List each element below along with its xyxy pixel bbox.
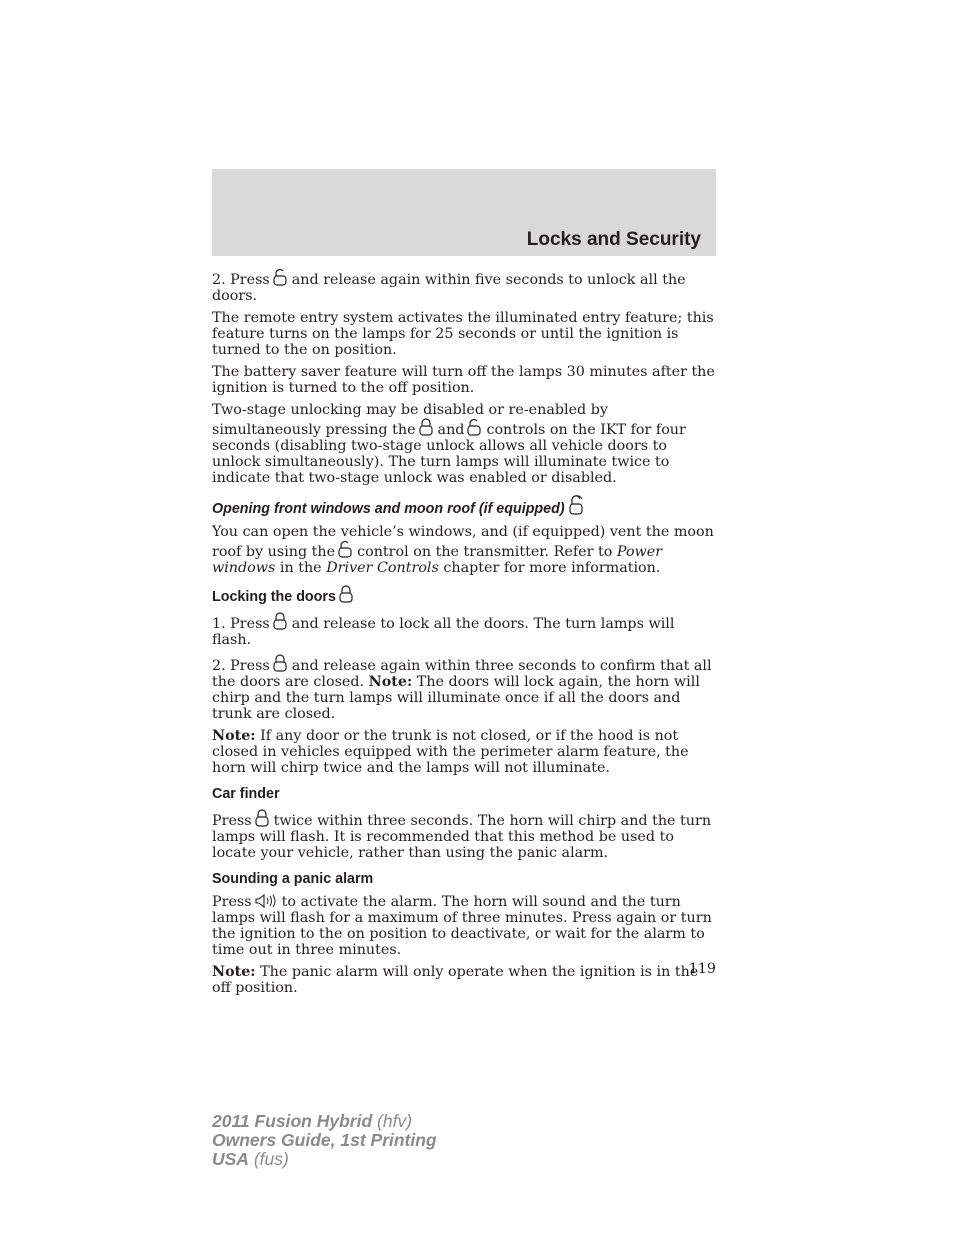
lock-note-paragraph: Note: If any door or the trunk is not closed, or if the hood is not closed in vehicles equipped with the perimeter alarm feature, the horn will chirp twice and the lamps will not illuminate. (212, 728, 689, 776)
lock-step-2: 2. Press and release again within three seconds to confirm that all the doors are closed. Note: The doors will lock again, the horn will chirp and the turn lamps will illuminate once if all the doors and trunk are closed. (212, 654, 718, 722)
panic-horn-icon (255, 894, 277, 908)
open-windows-paragraph: You can open the vehicle’s windows, and (if equipped) vent the moon roof by using the control on the transmitter. Refer to Power windows in the Driver Controls chapter for more information. (212, 524, 714, 576)
section-header-band (212, 169, 716, 256)
lock-icon (273, 654, 287, 672)
page-content (212, 268, 718, 1002)
panic-alarm-paragraph: Press to activate the alarm. The horn will sound and the turn lamps will flash for a maximum of three minutes. Press again or turn the ignition to the on position to deactivate, or wait for the alarm to time out in three minutes. (212, 894, 712, 958)
unlock-icon (273, 268, 287, 286)
footer-line-1: 2011 Fusion Hybrid (hfv) (212, 1111, 413, 1131)
heading-panic-alarm: Sounding a panic alarm (212, 871, 374, 887)
unlock-step-2: 2. Press and release again within five seconds to unlock all the doors. (212, 268, 718, 304)
lock-icon (339, 585, 353, 603)
document-footer (212, 1112, 437, 1169)
lock-icon (255, 809, 269, 827)
footer-line-2: Owners Guide, 1st Printing (212, 1130, 437, 1150)
battery-saver-paragraph: The battery saver feature will turn off the lamps 30 minutes after the ignition is turned to the off position. (212, 364, 715, 396)
two-stage-unlock-paragraph: Two-stage unlocking may be disabled or re-enabled by simultaneously pressing the and controls on the IKT for four seconds (disabling two-stage unlock allows all vehicle doors to unlock simultaneously). The turn lamps will illuminate twice to indicate that two-stage unlock was enabled or disabled. (212, 402, 686, 486)
unlock-icon (568, 495, 584, 515)
lock-icon (419, 418, 433, 436)
heading-locking-doors: Locking the doors (212, 585, 718, 606)
heading-car-finder: Car finder (212, 786, 280, 802)
illuminated-entry-paragraph: The remote entry system activates the illuminated entry feature; this feature turns on the lamps for 25 seconds or until the ignition is turned to the on position. (212, 310, 714, 358)
car-finder-paragraph: Press twice within three seconds. The horn will chirp and the turn lamps will flash. It is recommended that this method be used to locate your vehicle, rather than using the panic alarm. (212, 809, 718, 861)
footer-line-3: USA (fus) (212, 1149, 289, 1169)
unlock-icon (467, 418, 481, 436)
lock-icon (273, 612, 287, 630)
heading-opening-windows: Opening front windows and moon roof (if equipped) (212, 495, 718, 518)
page-number: 119 (688, 961, 716, 977)
section-title: Locks and Security (526, 229, 701, 250)
panic-note-paragraph: Note: The panic alarm will only operate when the ignition is in the off position. (212, 964, 699, 996)
lock-step-1: 1. Press and release to lock all the doors. The turn lamps will flash. (212, 612, 718, 648)
unlock-icon (338, 540, 352, 558)
